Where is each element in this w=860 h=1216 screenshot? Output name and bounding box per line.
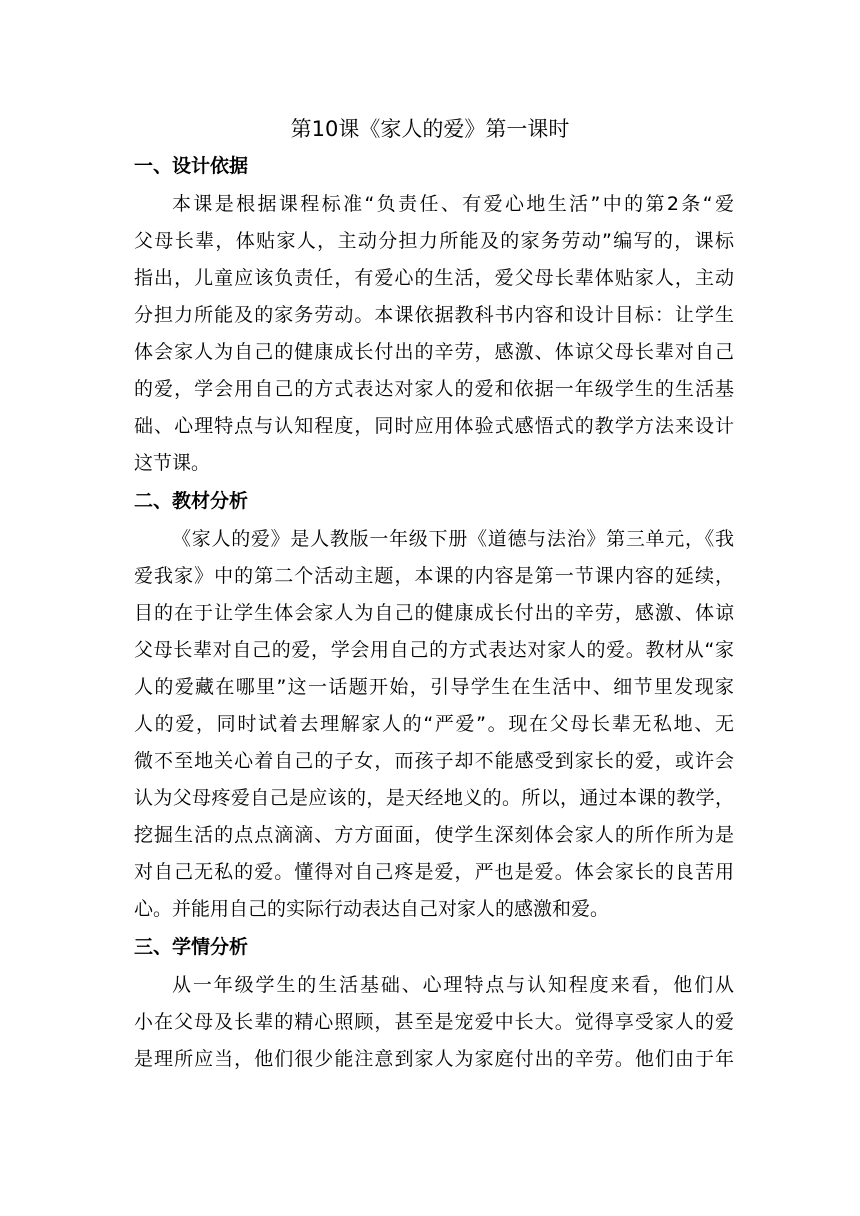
paragraph-line: 爱我家》中的第二个活动主题，本课的内容是第一节课内容的延续， (134, 565, 734, 587)
paragraph-line: 的爱，学会用自己的方式表达对家人的爱和依据一年级学生的生活基 (134, 378, 734, 400)
paragraph-line: 挖掘生活的点点滴滴、方方面面，使学生深刻体会家人的所作所为是 (134, 824, 734, 846)
paragraph-line: 小在父母及长辈的精心照顾，甚至是宠爱中长大。觉得享受家人的爱 (134, 1011, 734, 1033)
paragraph-line: 认为父母疼爱自己是应该的，是天经地义的。所以，通过本课的教学， (134, 787, 734, 809)
section-heading-learner-analysis: 三、学情分析 (134, 936, 249, 958)
paragraph-line: 人的爱藏在哪里”这一话题开始，引导学生在生活中、细节里发现家 (134, 676, 734, 698)
paragraph-line: 础、心理特点与认知程度，同时应用体验式感悟式的教学方法来设计 (134, 415, 734, 437)
paragraph-line: 本课是根据课程标准“负责任、有爱心地生活”中的第2条“爱 (172, 193, 734, 215)
section-heading-design-basis: 一、设计依据 (134, 155, 249, 177)
paragraph-line: 父母长辈，体贴家人，主动分担力所能及的家务劳动”编写的，课标 (134, 230, 734, 252)
document-title: 第10课《家人的爱》第一课时 (290, 117, 570, 141)
paragraph-line: 是理所应当，他们很少能注意到家人为家庭付出的辛劳。他们由于年 (134, 1048, 734, 1070)
paragraph-line: 指出，儿童应该负责任，有爱心的生活，爱父母长辈体贴家人，主动 (134, 267, 734, 289)
section-heading-textbook-analysis: 二、教材分析 (134, 490, 249, 512)
paragraph-line: 从一年级学生的生活基础、心理特点与认知程度来看，他们从 (172, 974, 734, 996)
paragraph-line: 体会家人为自己的健康成长付出的辛劳，感激、体谅父母长辈对自己 (134, 341, 734, 363)
paragraph-line: 这节课。 (134, 452, 211, 474)
paragraph-line: 心。并能用自己的实际行动表达自己对家人的感激和爱。 (134, 898, 610, 920)
paragraph-line: 父母长辈对自己的爱，学会用自己的方式表达对家人的爱。教材从“家 (134, 639, 734, 661)
paragraph-line: 人的爱，同时试着去理解家人的“严爱”。现在父母长辈无私地、无 (134, 713, 734, 735)
paragraph-line: 分担力所能及的家务劳动。本课依据教科书内容和设计目标：让学生 (134, 304, 734, 326)
paragraph-line: 《家人的爱》是人教版一年级下册《道德与法治》第三单元，《我 (172, 528, 734, 550)
paragraph-line: 微不至地关心着自己的子女，而孩子却不能感受到家长的爱，或许会 (134, 750, 734, 772)
paragraph-line: 目的在于让学生体会家人为自己的健康成长付出的辛劳，感激、体谅 (134, 602, 734, 624)
paragraph-line: 对自己无私的爱。懂得对自己疼是爱，严也是爱。体会家长的良苦用 (134, 861, 734, 883)
